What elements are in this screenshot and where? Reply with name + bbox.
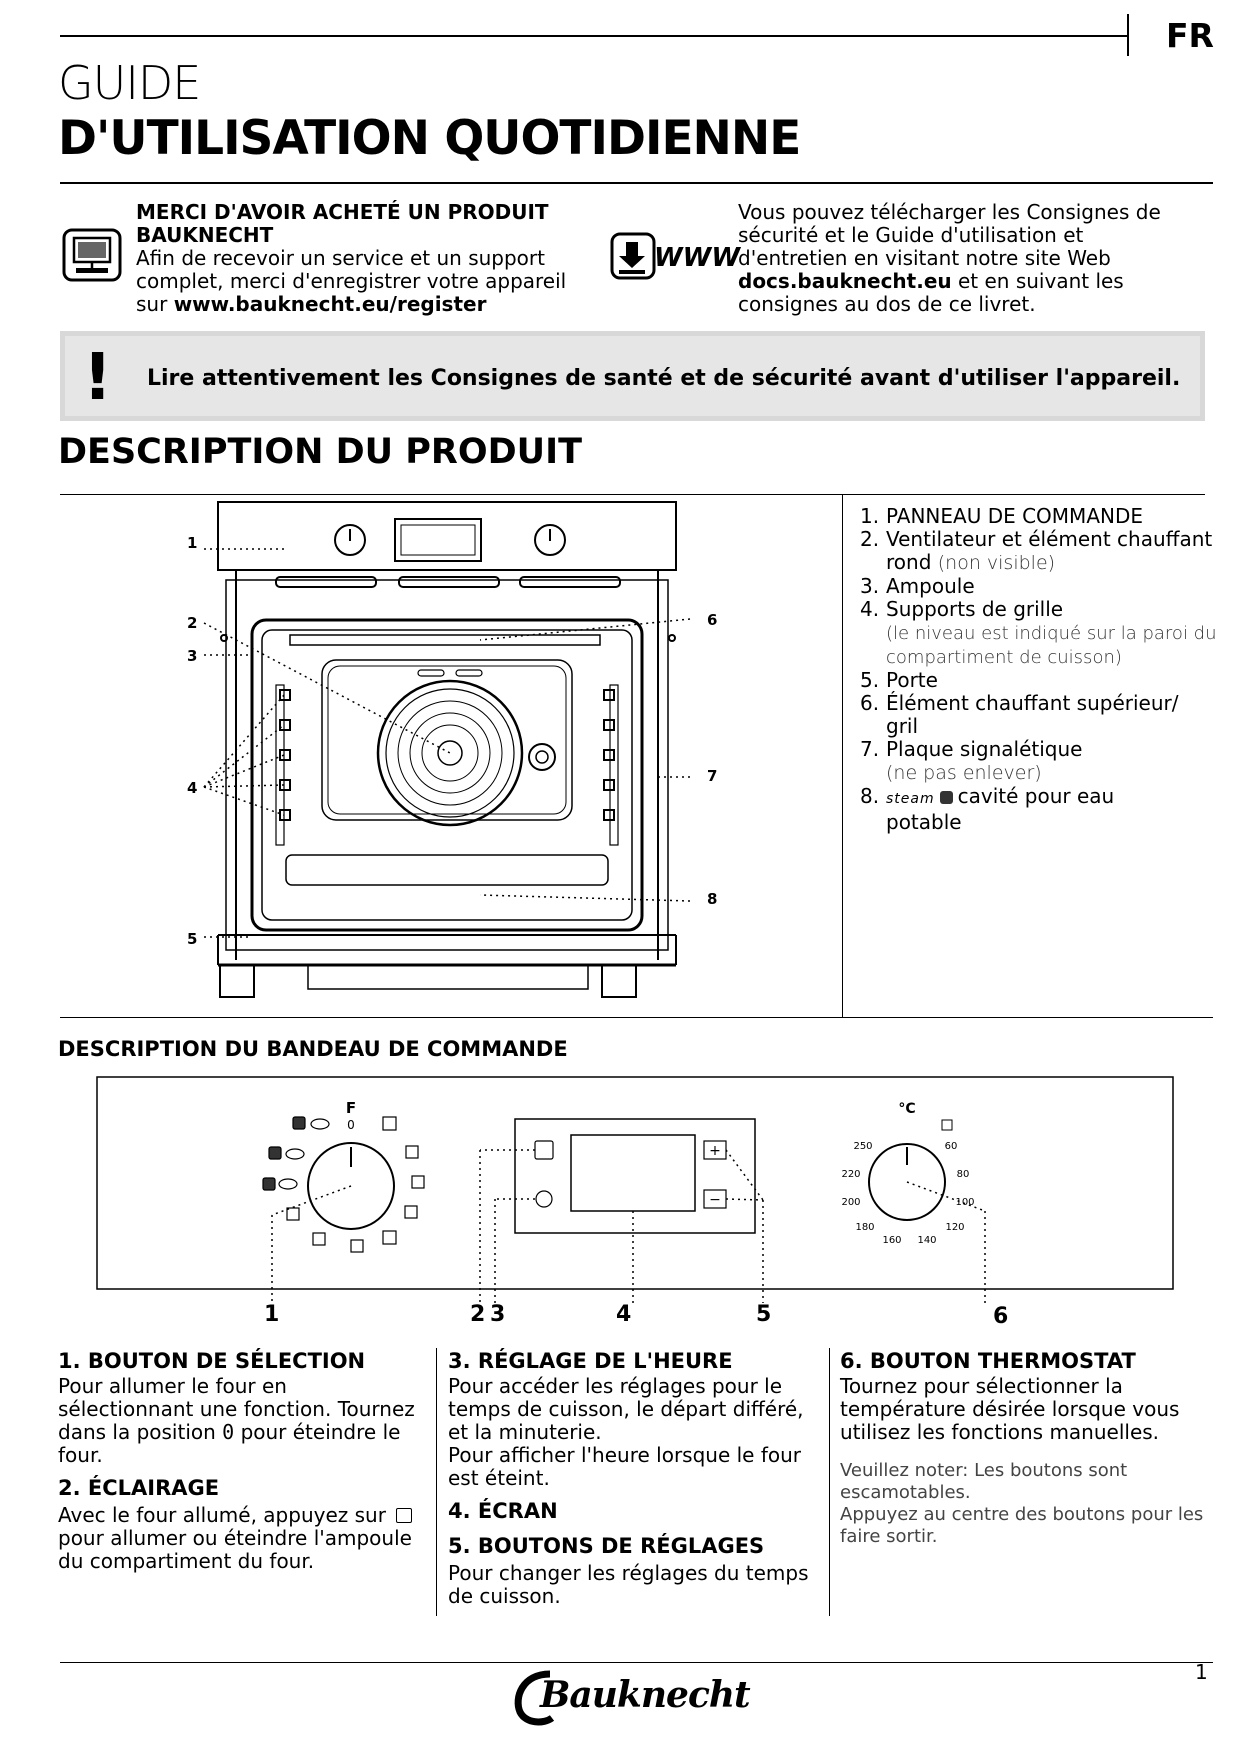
top-rule xyxy=(60,35,1127,37)
title-rule xyxy=(60,182,1213,184)
top-rule-tick xyxy=(1127,14,1129,56)
svg-text:60: 60 xyxy=(944,1141,958,1152)
selector-zero: 0 xyxy=(347,1118,355,1132)
callout-7: 7 xyxy=(707,767,718,785)
download-text: Vous pouvez télécharger les Consignes de sécurité et le Guide d'utilisation et d'entretien en visitant notre site Web xyxy=(738,200,1161,270)
heading-selection: 1. BOUTON DE SÉLECTION xyxy=(58,1349,366,1373)
brand-name: Bauknecht xyxy=(540,1674,750,1716)
thermostat-text: Tournez pour sélectionner la température désirée lorsque vous utilisez les fonctions manuelles. xyxy=(840,1374,1180,1444)
list-item: 7. Plaque signalétique (ne pas enlever) xyxy=(860,737,1083,784)
callout-4: 4 xyxy=(187,779,198,797)
steam-icon xyxy=(940,791,953,804)
col-divider-2 xyxy=(829,1348,830,1616)
list-item: 4. Supports de grille (le niveau est indiqué sur la paroi du compartiment de cuisson) xyxy=(860,597,1217,668)
callout-6: 6 xyxy=(707,611,718,629)
heading-thermostat: 6. BOUTON THERMOSTAT xyxy=(840,1349,1136,1373)
language-badge: FR xyxy=(1166,16,1214,55)
svg-text:120: 120 xyxy=(945,1222,965,1233)
product-section-title: DESCRIPTION DU PRODUIT xyxy=(58,432,582,472)
product-divider xyxy=(842,495,843,1017)
product-parts-list xyxy=(860,505,1220,834)
download-icon xyxy=(610,232,658,286)
lighting-text-end: pour allumer ou éteindre l'ampoule du compartiment du four. xyxy=(58,1526,412,1573)
clock-text: Pour accéder les réglages pour le temps de cuisson, le départ différé, et la minuterie. xyxy=(448,1374,804,1444)
panel-callout-1: 1 xyxy=(264,1302,280,1327)
callout-2: 2 xyxy=(187,614,198,632)
panel-rule xyxy=(60,1017,1213,1018)
monitor-icon xyxy=(62,228,124,288)
page-number: 1 xyxy=(1195,1660,1208,1684)
heading-adjust: 5. BOUTONS DE RÉGLAGES xyxy=(448,1534,765,1558)
svg-text:80: 80 xyxy=(956,1169,970,1180)
svg-text:200: 200 xyxy=(841,1197,861,1208)
steam-logo: steam xyxy=(886,791,935,807)
www-label: WWW xyxy=(654,243,741,273)
note-text-1: Veuillez noter: Les boutons sont escamotables. xyxy=(840,1460,1128,1503)
control-panel-diagram xyxy=(95,1075,1175,1315)
page-title-line2: D'UTILISATION QUOTIDIENNE xyxy=(58,111,801,166)
heading-display: 4. ÉCRAN xyxy=(448,1499,558,1523)
selector-top-label: F xyxy=(345,1099,357,1117)
heading-clock: 3. RÉGLAGE DE L'HEURE xyxy=(448,1349,733,1373)
note-text-2: Appuyez au centre des boutons pour les faire sortir. xyxy=(840,1504,1204,1547)
column-3 xyxy=(840,1350,1210,1548)
zero-symbol: 0 xyxy=(222,1420,235,1444)
callout-3: 3 xyxy=(187,647,198,665)
list-item: 6. Élément chauffant supérieur/ gril xyxy=(860,691,1179,738)
svg-text:180: 180 xyxy=(855,1222,875,1233)
column-1 xyxy=(58,1350,428,1573)
warning-banner xyxy=(60,331,1205,421)
plus-button-label: + xyxy=(709,1143,721,1159)
footer-rule xyxy=(60,1662,1213,1663)
callout-1: 1 xyxy=(187,534,198,552)
callout-5: 5 xyxy=(187,930,198,948)
list-item: 1. PANNEAU DE COMMANDE xyxy=(860,504,1143,528)
col-divider-1 xyxy=(436,1348,437,1616)
panel-callout-2: 2 xyxy=(470,1302,486,1327)
register-link[interactable]: www.bauknecht.eu/register xyxy=(173,292,487,316)
oven-diagram xyxy=(180,495,720,1005)
callout-8: 8 xyxy=(707,890,718,908)
column-2 xyxy=(448,1350,823,1608)
lighting-text: Avec le four allumé, appuyez sur xyxy=(58,1503,386,1527)
clock-text-2: Pour afficher l'heure lorsque le four est éteint. xyxy=(448,1443,802,1490)
adjust-text: Pour changer les réglages du temps de cuisson. xyxy=(448,1561,809,1608)
svg-text:140: 140 xyxy=(917,1235,937,1246)
panel-callout-3: 3 xyxy=(490,1302,506,1327)
warning-icon: ! xyxy=(83,341,113,415)
docs-link[interactable]: docs.bauknecht.eu xyxy=(738,269,952,293)
svg-text:250: 250 xyxy=(853,1141,873,1152)
svg-text:100: 100 xyxy=(955,1197,975,1208)
list-item: 3. Ampoule xyxy=(860,574,975,598)
thermo-unit: °C xyxy=(898,1101,916,1117)
lamp-icon xyxy=(396,1508,412,1523)
panel-callout-6: 6 xyxy=(993,1304,1009,1329)
clock-button-icon xyxy=(536,1191,552,1207)
minus-button-label: − xyxy=(709,1192,721,1208)
function-icons xyxy=(263,1117,424,1252)
list-item: 8. steam cavité pour eau potable xyxy=(860,784,1115,834)
warning-text: Lire attentivement les Consignes de santé et de sécurité avant d'utiliser l'appareil. xyxy=(147,366,1181,391)
panel-callout-4: 4 xyxy=(616,1302,632,1327)
selection-text: Pour allumer le four en sélectionnant une fonction. Tournez dans la position xyxy=(58,1374,415,1444)
page-title-line1: GUIDE xyxy=(58,56,201,110)
svg-text:160: 160 xyxy=(882,1235,902,1246)
download-text-end: et en suivant les consignes au dos de ce livret. xyxy=(738,269,1124,316)
heading-lighting: 2. ÉCLAIRAGE xyxy=(58,1476,220,1500)
list-item: 2. Ventilateur et élément chauffant rond (non visible) xyxy=(860,527,1213,574)
panel-callout-5: 5 xyxy=(756,1302,772,1327)
thanks-title: MERCI D'AVOIR ACHETÉ UN PRODUIT BAUKNECHT xyxy=(136,200,549,247)
list-item: 5. Porte xyxy=(860,668,938,692)
svg-text:220: 220 xyxy=(841,1169,861,1180)
panel-section-title: DESCRIPTION DU BANDEAU DE COMMANDE xyxy=(58,1037,568,1061)
light-button-icon xyxy=(535,1141,553,1159)
thanks-text: Afin de recevoir un service et un support complet, merci d'enregistrer votre appareil sur xyxy=(136,246,567,316)
selection-text-end: pour éteindre le four. xyxy=(58,1420,401,1467)
